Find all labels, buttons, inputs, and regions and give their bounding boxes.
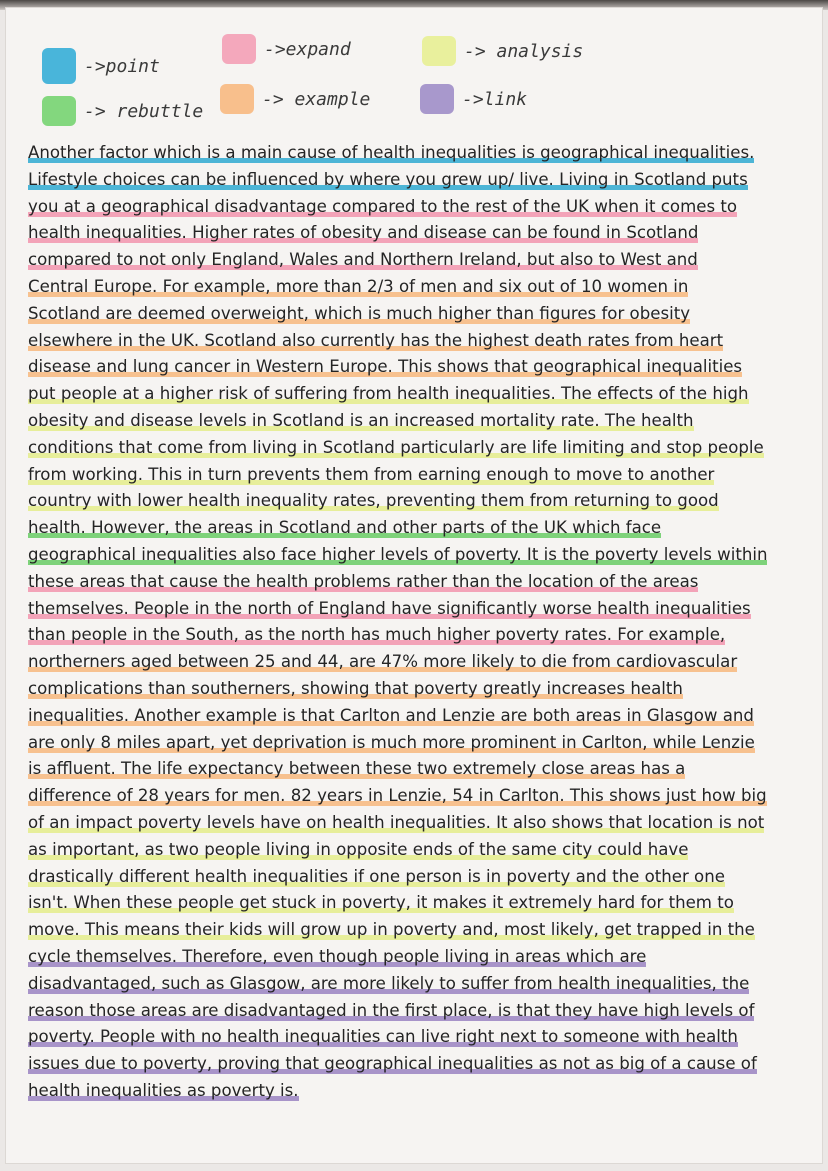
essay-line: [28, 408, 788, 435]
legend-example-label: -> example: [262, 88, 371, 110]
legend-rebuttal-label: -> rebuttle: [84, 100, 204, 122]
essay-line-text: themselves. People in the north of England have significantly worse health inequalities: [28, 598, 751, 618]
paper-sheet: [6, 8, 822, 1163]
legend-analysis: [422, 36, 583, 66]
essay-line: [28, 676, 788, 703]
essay-line-text: drastically different health inequalities if one person is in poverty and the other one: [28, 866, 725, 886]
essay-line-text: geographical inequalities also face higher levels of poverty. It is the poverty levels within: [28, 544, 768, 564]
essay-line-text: difference of 28 years for men. 82 years in Lenzie, 54 in Carlton. This shows just how big: [28, 786, 767, 806]
rebuttal-swatch: [42, 96, 76, 126]
legend-link-label: ->link: [462, 88, 528, 110]
essay-paragraph: [28, 140, 788, 1105]
essay-line: [28, 328, 788, 355]
legend-example: [220, 84, 370, 114]
essay-line: [28, 756, 788, 783]
essay-line: [28, 1078, 788, 1105]
essay-line: [28, 837, 788, 864]
link-swatch: [420, 84, 454, 114]
essay-line: [28, 864, 788, 891]
legend-analysis-label: -> analysis: [464, 40, 584, 62]
essay-line-text: disadvantaged, such as Glasgow, are more likely to suffer from health inequalities, the: [28, 973, 750, 993]
point-swatch: [42, 48, 76, 84]
essay-line-text: issues due to poverty, proving that geographical inequalities as not as big of a cause of: [28, 1054, 757, 1074]
essay-line-text: reason those areas are disadvantaged in the first place, is that they have high levels of: [28, 1000, 755, 1020]
essay-line: [28, 354, 788, 381]
essay-line-text: put people at a higher risk of suffering from health inequalities. The effects of the high: [28, 384, 749, 404]
essay-line-text: health inequalities. Higher rates of obesity and disease can be found in Scotland: [28, 223, 699, 243]
essay-line: [28, 515, 788, 542]
essay-line: [28, 542, 788, 569]
essay-line: [28, 944, 788, 971]
essay-line-text: Lifestyle choices can be influenced by where you grew up/ live. Living in Scotland puts: [28, 169, 748, 189]
essay-line-text: than people in the South, as the north has much higher poverty rates. For example,: [28, 625, 726, 645]
essay-line: [28, 462, 788, 489]
essay-line: [28, 167, 788, 194]
legend-rebuttal: [42, 96, 203, 126]
essay-line: [28, 435, 788, 462]
essay-line-text: Scotland are deemed overweight, which is much higher than figures for obesity: [28, 303, 691, 323]
legend-expand: [222, 34, 351, 64]
legend-link: [420, 84, 527, 114]
expand-swatch: [222, 34, 256, 64]
essay-line-text: cycle themselves. Therefore, even though people living in areas which are: [28, 946, 647, 966]
essay-line-text: Another factor which is a main cause of health inequalities is geographical inequalities.: [28, 143, 755, 162]
essay-line: [28, 596, 788, 623]
essay-line: [28, 703, 788, 730]
essay-line: [28, 247, 788, 274]
essay-line: [28, 783, 788, 810]
essay-line-text: disease and lung cancer in Western Europe. This shows that geographical inequalities: [28, 357, 743, 377]
legend-expand-label: ->expand: [264, 38, 351, 60]
essay-line: [28, 730, 788, 757]
essay-line-text: as important, as two people living in opposite ends of the same city could have: [28, 839, 689, 859]
essay-line-text: compared to not only England, Wales and Northern Ireland, but also to West and: [28, 250, 698, 270]
essay-line-text: isn't. When these people get stuck in poverty, it makes it extremely hard for them to: [28, 893, 734, 913]
legend-point-label: ->point: [84, 55, 160, 77]
essay-line: [28, 998, 788, 1025]
essay-line: [28, 274, 788, 301]
essay-line: [28, 1051, 788, 1078]
essay-line-text: move. This means their kids will grow up in poverty and, most likely, get trapped in the: [28, 920, 755, 940]
essay-line-text: obesity and disease levels in Scotland is an increased mortality rate. The health: [28, 410, 694, 430]
essay-line: [28, 971, 788, 998]
essay-line: [28, 301, 788, 328]
essay-line: [28, 1024, 788, 1051]
essay-line: [28, 890, 788, 917]
legend-point: [42, 48, 160, 84]
essay-line-text: health. However, the areas in Scotland and other parts of the UK which face: [28, 518, 662, 538]
essay-line-text: is affluent. The life expectancy between these two extremely close areas has a: [28, 759, 686, 779]
essay-line: [28, 917, 788, 944]
essay-line: [28, 220, 788, 247]
essay-line-text: from working. This in turn prevents them from earning enough to move to another: [28, 464, 715, 484]
essay-line-text: elsewhere in the UK. Scotland also currently has the highest death rates from heart: [28, 330, 724, 350]
essay-line: [28, 569, 788, 596]
essay-line-text: Central Europe. For example, more than 2/3 of men and six out of 10 women in: [28, 276, 689, 296]
essay-line: [28, 488, 788, 515]
essay-line-text: are only 8 miles apart, yet deprivation is much more prominent in Carlton, while Lenzie: [28, 732, 755, 752]
essay-line: [28, 194, 788, 221]
essay-line-text: country with lower health inequality rates, preventing them from returning to good: [28, 491, 719, 511]
essay-line: [28, 622, 788, 649]
essay-line: [28, 649, 788, 676]
essay-line: [28, 381, 788, 408]
essay-line-text: poverty. People with no health inequalities can live right next to someone with health: [28, 1027, 738, 1047]
essay-line-text: northerners aged between 25 and 44, are 47% more likely to die from cardiovascular: [28, 652, 738, 672]
essay-line-text: these areas that cause the health problems rather than the location of the areas: [28, 571, 699, 591]
essay-line-text: conditions that come from living in Scotland particularly are life limiting and stop people: [28, 437, 764, 457]
essay-line-text: health inequalities as poverty is.: [28, 1080, 299, 1100]
essay-line-text: inequalities. Another example is that Carlton and Lenzie are both areas in Glasgow and: [28, 705, 754, 725]
essay-line: [28, 140, 788, 167]
essay-line-text: complications than southerners, showing that poverty greatly increases health: [28, 678, 683, 698]
essay-line-text: of an impact poverty levels have on health inequalities. It also shows that location is not: [28, 812, 765, 832]
analysis-swatch: [422, 36, 456, 66]
essay-line-text: you at a geographical disadvantage compared to the rest of the UK when it comes to: [28, 196, 738, 216]
essay-line: [28, 810, 788, 837]
example-swatch: [220, 84, 254, 114]
